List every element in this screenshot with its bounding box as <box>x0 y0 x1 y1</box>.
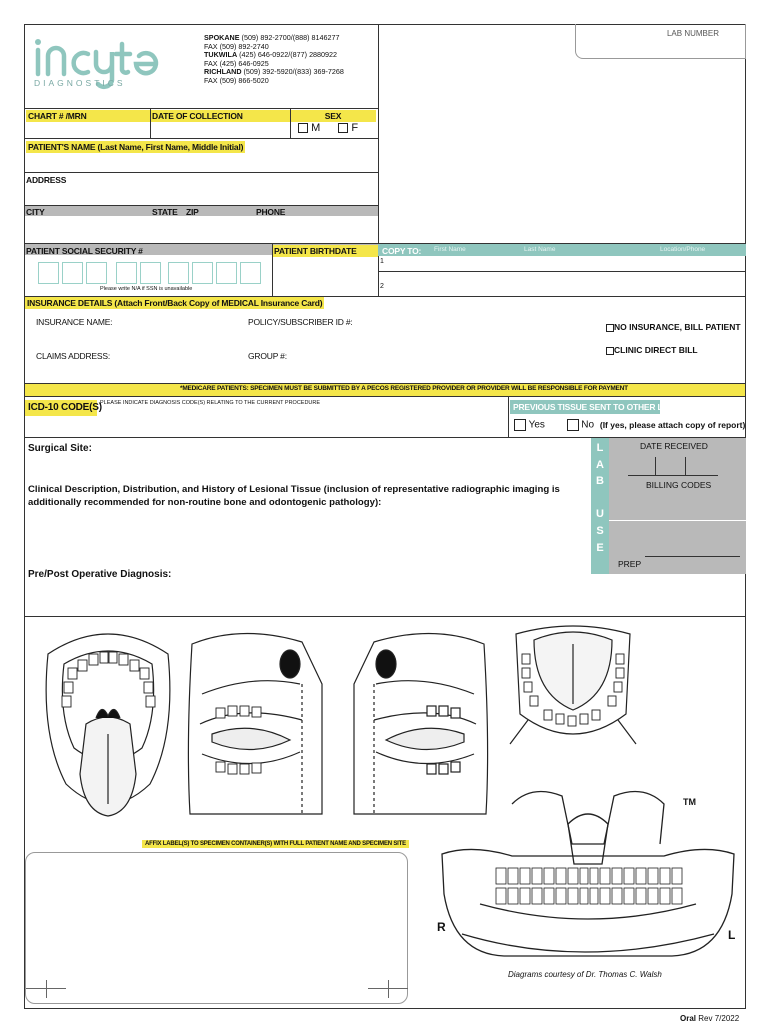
office-richland: RICHLAND (509) 392-5920/(833) 369-7268 <box>204 67 344 77</box>
city-label: CITY <box>26 207 45 217</box>
lab-letter-l: L <box>596 442 604 454</box>
sex-label: SEX <box>290 110 376 122</box>
ssn-box-9[interactable] <box>240 262 261 284</box>
lab-number-box[interactable] <box>575 24 746 59</box>
prev-tissue-yes-checkbox[interactable] <box>514 419 526 431</box>
prev-tissue-label: PREVIOUS TISSUE SENT TO OTHER LAB? <box>510 400 660 414</box>
date-collection-label: DATE OF COLLECTION <box>150 110 290 122</box>
ssn-box-5[interactable] <box>140 262 161 284</box>
chart-label: CHART # /MRN <box>26 110 150 122</box>
state-label: STATE <box>152 207 178 217</box>
lab-number-label: LAB NUMBER <box>666 29 719 38</box>
birthdate-input[interactable] <box>274 258 376 294</box>
surgical-site-input[interactable] <box>28 458 588 480</box>
office-spokane-fax: FAX (509) 892-2740 <box>204 41 269 51</box>
sex-options <box>298 122 358 134</box>
copy-last-name-label: Last Name <box>524 246 556 253</box>
prev-tissue-no-label: No <box>581 419 595 431</box>
copy-row-2[interactable]: 2 <box>380 283 384 290</box>
sex-f-label: F <box>351 122 359 134</box>
prev-tissue-no-checkbox[interactable] <box>567 419 579 431</box>
logo-sub: DIAGNOSTICS <box>34 78 126 88</box>
lab-letter-e: E <box>596 541 604 554</box>
ssn-box-6[interactable] <box>168 262 189 284</box>
ssn-label: PATIENT SOCIAL SECURITY # <box>26 246 143 256</box>
ssn-note: Please write N/A if SSN is unavailable <box>100 286 193 292</box>
claims-address-label: CLAIMS ADDRESS: <box>36 351 110 361</box>
prev-tissue-options <box>514 419 745 431</box>
clinical-description-input[interactable] <box>28 514 588 564</box>
office-tukwila-fax: FAX (425) 646-0925 <box>204 58 269 68</box>
clinic-direct-label: CLINIC DIRECT BILL <box>614 345 698 355</box>
phone-label: PHONE <box>256 207 286 217</box>
lab-letter-s: S <box>596 524 604 537</box>
ssn-box-2[interactable] <box>62 262 83 284</box>
logo <box>30 30 180 98</box>
office-richland-fax: FAX (509) 866-5020 <box>204 75 269 85</box>
affix-label-notice: AFFIX LABEL(S) TO SPECIMEN CONTAINER(S) WITH FULL PATIENT NAME AND SPECIMEN SITE <box>142 840 409 848</box>
office-spokane: SPOKANE (509) 892-2700/(888) 8146277 <box>204 33 340 42</box>
office-tukwila: TUKWILA (425) 646-0922/(877) 2880922 <box>204 50 338 60</box>
panoramic-dentition-diagram-icon <box>432 784 744 966</box>
prev-tissue-yes-label: Yes <box>528 419 545 431</box>
sex-f-checkbox[interactable] <box>338 123 348 133</box>
copy-row-1[interactable]: 1 <box>380 258 384 265</box>
billing-codes-label: BILLING CODES <box>646 480 712 490</box>
surgical-site-label: Surgical Site: <box>28 443 92 454</box>
office-list <box>204 34 380 86</box>
copy-location-label: Location/Phone <box>660 246 706 253</box>
lab-use-panel <box>609 438 746 574</box>
chart-input[interactable] <box>26 122 148 136</box>
address-label: ADDRESS <box>26 175 67 185</box>
lab-letter-u: U <box>596 508 604 521</box>
ssn-box-4[interactable] <box>116 262 137 284</box>
icd-input[interactable] <box>100 410 506 434</box>
footer-revision: Rev 7/2022 <box>698 1014 740 1023</box>
icd-note: PLEASE INDICATE DIAGNOSIS CODE(S) RELATING TO THE CURRENT PROCEDURE <box>100 400 321 406</box>
sex-m-label: M <box>311 122 321 134</box>
lab-letter-a: A <box>596 458 604 471</box>
zip-label: ZIP <box>186 207 199 217</box>
insurance-header: INSURANCE DETAILS (Attach Front/Back Copy of MEDICAL Insurance Card) <box>27 298 323 308</box>
sex-m-checkbox[interactable] <box>298 123 308 133</box>
clinic-direct-checkbox[interactable] <box>606 347 614 355</box>
prep-label: PREP <box>618 559 642 569</box>
diagnosis-label: Pre/Post Operative Diagnosis: <box>28 569 172 580</box>
birthdate-label: PATIENT BIRTHDATE <box>272 245 378 257</box>
no-insurance-label: NO INSURANCE, BILL PATIENT <box>614 322 741 332</box>
footer-form-name: Oral <box>680 1014 697 1023</box>
ssn-box-3[interactable] <box>86 262 107 284</box>
group-label: GROUP #: <box>248 351 287 361</box>
copy-first-name-label: First Name <box>434 246 466 253</box>
date-collection-input[interactable] <box>152 122 288 136</box>
insurance-name-label: INSURANCE NAME: <box>36 317 113 327</box>
ssn-box-8[interactable] <box>216 262 237 284</box>
sagittal-view-left-diagram-icon <box>182 624 332 824</box>
specimen-label-area[interactable] <box>25 852 408 1004</box>
policy-label: POLICY/SUBSCRIBER ID #: <box>248 317 353 327</box>
form-footer <box>680 1014 739 1023</box>
left-side-label: L <box>728 928 736 942</box>
city-input[interactable] <box>26 218 376 242</box>
address-input[interactable] <box>26 186 376 204</box>
diagnosis-input[interactable] <box>28 583 588 613</box>
diagram-courtesy: Diagrams courtesy of Dr. Thomas C. Walsh <box>508 970 662 979</box>
medicare-notice: *MEDICARE PATIENTS: SPECIMEN MUST BE SUBMITTED BY A PECOS REGISTERED PROVIDER OR PROVIDER WILL BE RESPONSIBLE FOR PAYMENT <box>180 385 628 392</box>
lab-use-letters <box>591 440 609 556</box>
ssn-box-7[interactable] <box>192 262 213 284</box>
open-mouth-tongue-diagram-icon <box>38 624 178 824</box>
patient-name-input[interactable] <box>26 154 376 170</box>
icd-label: ICD-10 CODE(S) <box>25 400 97 416</box>
ssn-box-1[interactable] <box>38 262 59 284</box>
right-side-label: R <box>437 920 446 934</box>
date-received-label: DATE RECEIVED <box>640 441 708 451</box>
prev-tissue-attach-note: (If yes, please attach copy of report) <box>599 419 746 430</box>
clinical-description-label: Clinical Description, Distribution, and History of Lesional Tissue (inclusion of representative radiographic imaging is additionally recommended for non-routine bone and odontogenic pathology): <box>28 484 560 508</box>
floor-of-mouth-diagram-icon <box>508 624 638 764</box>
patient-name-label: PATIENT'S NAME (Last Name, First Name, Middle Initial) <box>28 142 244 152</box>
lab-letter-b: B <box>596 475 604 488</box>
clinic-direct-option[interactable] <box>606 345 698 355</box>
no-insurance-option[interactable] <box>606 322 741 332</box>
copy-to-label: COPY TO: <box>382 246 422 256</box>
tm-mark: TM <box>683 797 696 807</box>
lab-letter-gap <box>591 490 609 507</box>
no-insurance-checkbox[interactable] <box>606 324 614 332</box>
